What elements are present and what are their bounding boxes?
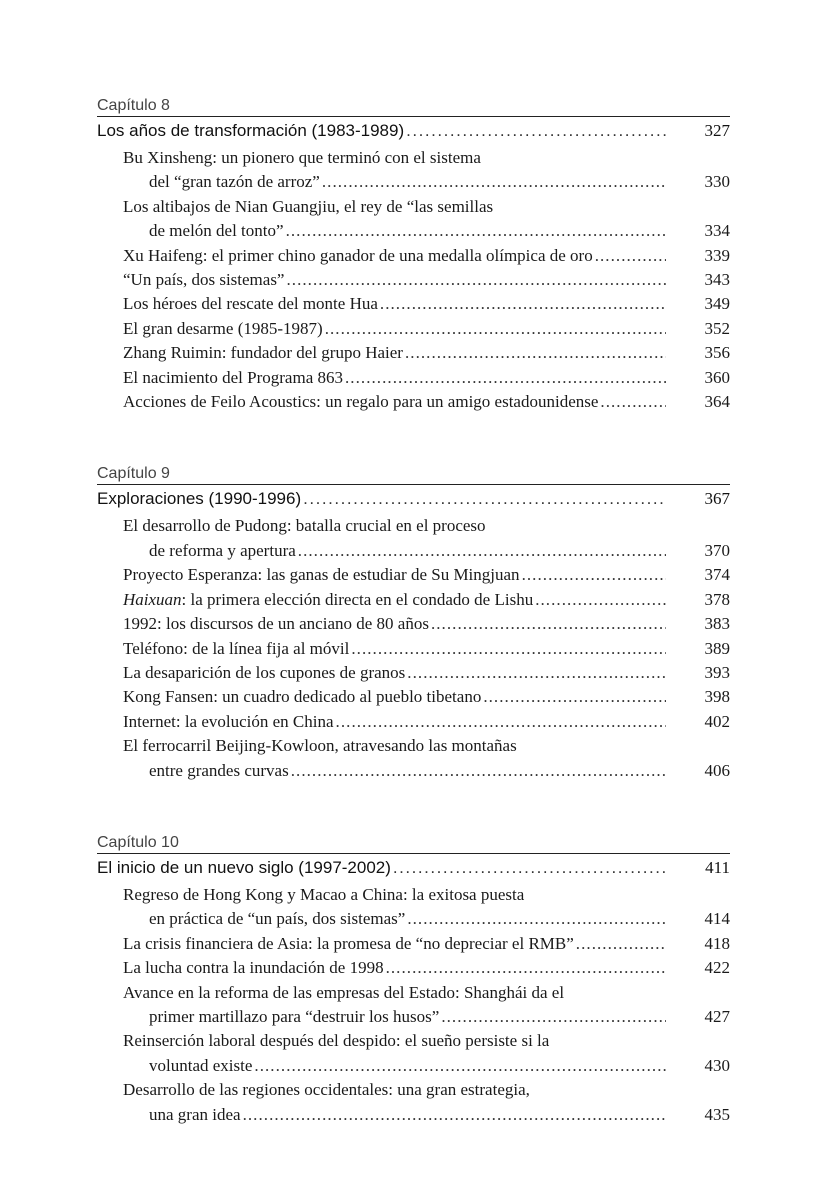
page-number: 435 — [704, 1104, 730, 1124]
entry-title-italic: Haixuan — [123, 589, 182, 609]
page-number: 367 — [704, 489, 730, 509]
toc-entry[interactable] — [97, 341, 730, 365]
dot-leader — [345, 366, 666, 390]
entry-title: : la primera elección directa en el condado de Lishu — [181, 589, 534, 609]
toc-entry[interactable] — [97, 981, 730, 1030]
chapter-title: El inicio de un nuevo siglo (1997-2002) — [97, 857, 391, 877]
page-number: 389 — [704, 638, 730, 658]
dot-leader — [406, 120, 666, 142]
entry-title-line: Los altibajos de Nian Guangjiu, el rey de “las semillas — [123, 196, 494, 216]
entry-title-line: El desarrollo de Pudong: batalla crucial en el proceso — [123, 516, 486, 536]
toc-entry[interactable] — [97, 637, 730, 661]
entry-title-line: Reinserción laboral después del despido: el sueño persiste si la — [123, 1031, 550, 1051]
toc-entry[interactable] — [97, 317, 730, 341]
toc-entry[interactable] — [97, 685, 730, 709]
entry-title: Kong Fansen: un cuadro dedicado al pueblo tibetano — [123, 687, 482, 707]
toc-entry[interactable] — [97, 195, 730, 244]
entry-title: primer martillazo para “destruir los husos” — [149, 1006, 440, 1026]
page-number: 339 — [704, 245, 730, 265]
toc-entry[interactable] — [97, 734, 730, 783]
page-number: 349 — [704, 294, 730, 314]
chapter-label: Capítulo 9 — [97, 465, 170, 483]
entry-title: Proyecto Esperanza: las ganas de estudiar de Su Mingjuan — [123, 565, 520, 585]
dot-leader — [303, 488, 666, 510]
toc-entry[interactable] — [97, 932, 730, 956]
page-number: 374 — [704, 565, 730, 585]
page-number: 370 — [704, 540, 730, 560]
dot-leader — [407, 661, 666, 685]
dot-leader — [286, 219, 666, 243]
dot-leader — [286, 268, 666, 292]
page-number: 430 — [704, 1055, 730, 1075]
dot-leader — [291, 759, 666, 783]
chapter-title: Exploraciones (1990-1996) — [97, 489, 302, 509]
entry-title: “Un país, dos sistemas” — [123, 270, 285, 290]
page-number: 414 — [704, 909, 730, 929]
chapter-section — [97, 833, 730, 1127]
chapter-label: Capítulo 10 — [97, 833, 179, 851]
table-of-contents — [97, 96, 730, 1177]
dot-leader — [483, 685, 666, 709]
toc-entry[interactable] — [97, 956, 730, 980]
entry-title: El nacimiento del Programa 863 — [123, 367, 343, 387]
entry-title: 1992: los discursos de un anciano de 80 años — [123, 614, 429, 634]
entry-title: de reforma y apertura — [149, 540, 296, 560]
toc-entry[interactable] — [97, 1029, 730, 1078]
entry-title: La desaparición de los cupones de granos — [123, 662, 406, 682]
entry-title-line: Regreso de Hong Kong y Macao a China: la exitosa puesta — [123, 884, 525, 904]
entry-title: voluntad existe — [149, 1055, 253, 1075]
page-number: 352 — [704, 318, 730, 338]
entry-title: Internet: la evolución en China — [123, 711, 334, 731]
entry-title: Teléfono: de la línea fija al móvil — [123, 638, 350, 658]
entry-title: Xu Haifeng: el primer chino ganador de una medalla olímpica de oro — [123, 245, 593, 265]
dot-leader — [380, 292, 666, 316]
entry-title: en práctica de “un país, dos sistemas” — [149, 909, 406, 929]
dot-leader — [600, 390, 666, 414]
entry-title-line: Avance en la reforma de las empresas del Estado: Shanghái da el — [123, 982, 565, 1002]
entry-title: La crisis financiera de Asia: la promesa de “no depreciar el RMB” — [123, 933, 574, 953]
toc-entry[interactable] — [97, 366, 730, 390]
toc-entry[interactable] — [97, 514, 730, 563]
dot-leader — [393, 857, 666, 879]
entry-title: entre grandes curvas — [149, 760, 289, 780]
chapter-section — [97, 96, 730, 414]
page-number: 418 — [704, 933, 730, 953]
dot-leader — [336, 710, 666, 734]
page-number: 398 — [704, 687, 730, 707]
entry-title: Zhang Ruimin: fundador del grupo Haier — [123, 343, 403, 363]
page-number: 383 — [704, 614, 730, 634]
page-number: 411 — [705, 857, 730, 877]
entry-title: El gran desarme (1985-1987) — [123, 318, 323, 338]
toc-entry[interactable] — [97, 244, 730, 268]
chapter-label: Capítulo 8 — [97, 97, 170, 114]
entry-title: de melón del tonto” — [149, 221, 284, 241]
dot-leader — [431, 612, 666, 636]
page-number: 422 — [704, 958, 730, 978]
toc-entry[interactable] — [97, 661, 730, 685]
dot-leader — [351, 637, 666, 661]
page-number: 327 — [704, 121, 730, 140]
entry-title-line: Desarrollo de las regiones occidentales: una gran estrategia, — [123, 1080, 530, 1100]
toc-entry[interactable] — [97, 612, 730, 636]
dot-leader — [243, 1103, 666, 1127]
toc-entry[interactable] — [97, 268, 730, 292]
dot-leader — [254, 1054, 666, 1078]
toc-entry[interactable] — [97, 710, 730, 734]
chapter-title-row[interactable] — [97, 853, 730, 879]
page-number: 356 — [704, 343, 730, 363]
page-number: 343 — [704, 270, 730, 290]
page-number: 334 — [704, 221, 730, 241]
dot-leader — [441, 1005, 666, 1029]
page-number: 378 — [704, 589, 730, 609]
page-number: 360 — [704, 367, 730, 387]
toc-entry[interactable] — [97, 390, 730, 414]
chapter-section — [97, 464, 730, 782]
dot-leader — [407, 907, 666, 931]
toc-entry[interactable] — [97, 563, 730, 587]
page-number: 364 — [704, 392, 730, 412]
page-number: 402 — [704, 711, 730, 731]
entry-title-line: El ferrocarril Beijing-Kowloon, atravesando las montañas — [123, 736, 517, 756]
page-number: 427 — [704, 1006, 730, 1026]
page-number: 330 — [704, 172, 730, 192]
toc-entry[interactable] — [97, 883, 730, 932]
dot-leader — [595, 244, 666, 268]
dot-leader — [386, 956, 666, 980]
chapter-title-row[interactable] — [97, 484, 730, 510]
dot-leader — [522, 563, 666, 587]
chapter-title: Los años de transformación (1983-1989) — [97, 121, 405, 140]
page-number: 393 — [704, 662, 730, 682]
dot-leader — [298, 539, 666, 563]
entry-title: Acciones de Feilo Acoustics: un regalo para un amigo estadounidense — [123, 392, 599, 412]
entry-title: del “gran tazón de arroz” — [149, 172, 320, 192]
dot-leader — [405, 341, 666, 365]
page-number: 406 — [704, 760, 730, 780]
dot-leader — [576, 932, 666, 956]
toc-entry[interactable] — [97, 1078, 730, 1127]
dot-leader — [325, 317, 666, 341]
chapter-title-row[interactable] — [97, 116, 730, 142]
entry-title: La lucha contra la inundación de 1998 — [123, 958, 384, 978]
entry-title: Los héroes del rescate del monte Hua — [123, 294, 378, 314]
entry-title-line: Bu Xinsheng: un pionero que terminó con el sistema — [123, 148, 481, 167]
toc-entry[interactable] — [97, 146, 730, 195]
dot-leader — [322, 170, 666, 194]
toc-entry[interactable] — [97, 588, 730, 612]
toc-entry[interactable] — [97, 292, 730, 316]
dot-leader — [535, 588, 666, 612]
entry-title: una gran idea — [149, 1104, 241, 1124]
